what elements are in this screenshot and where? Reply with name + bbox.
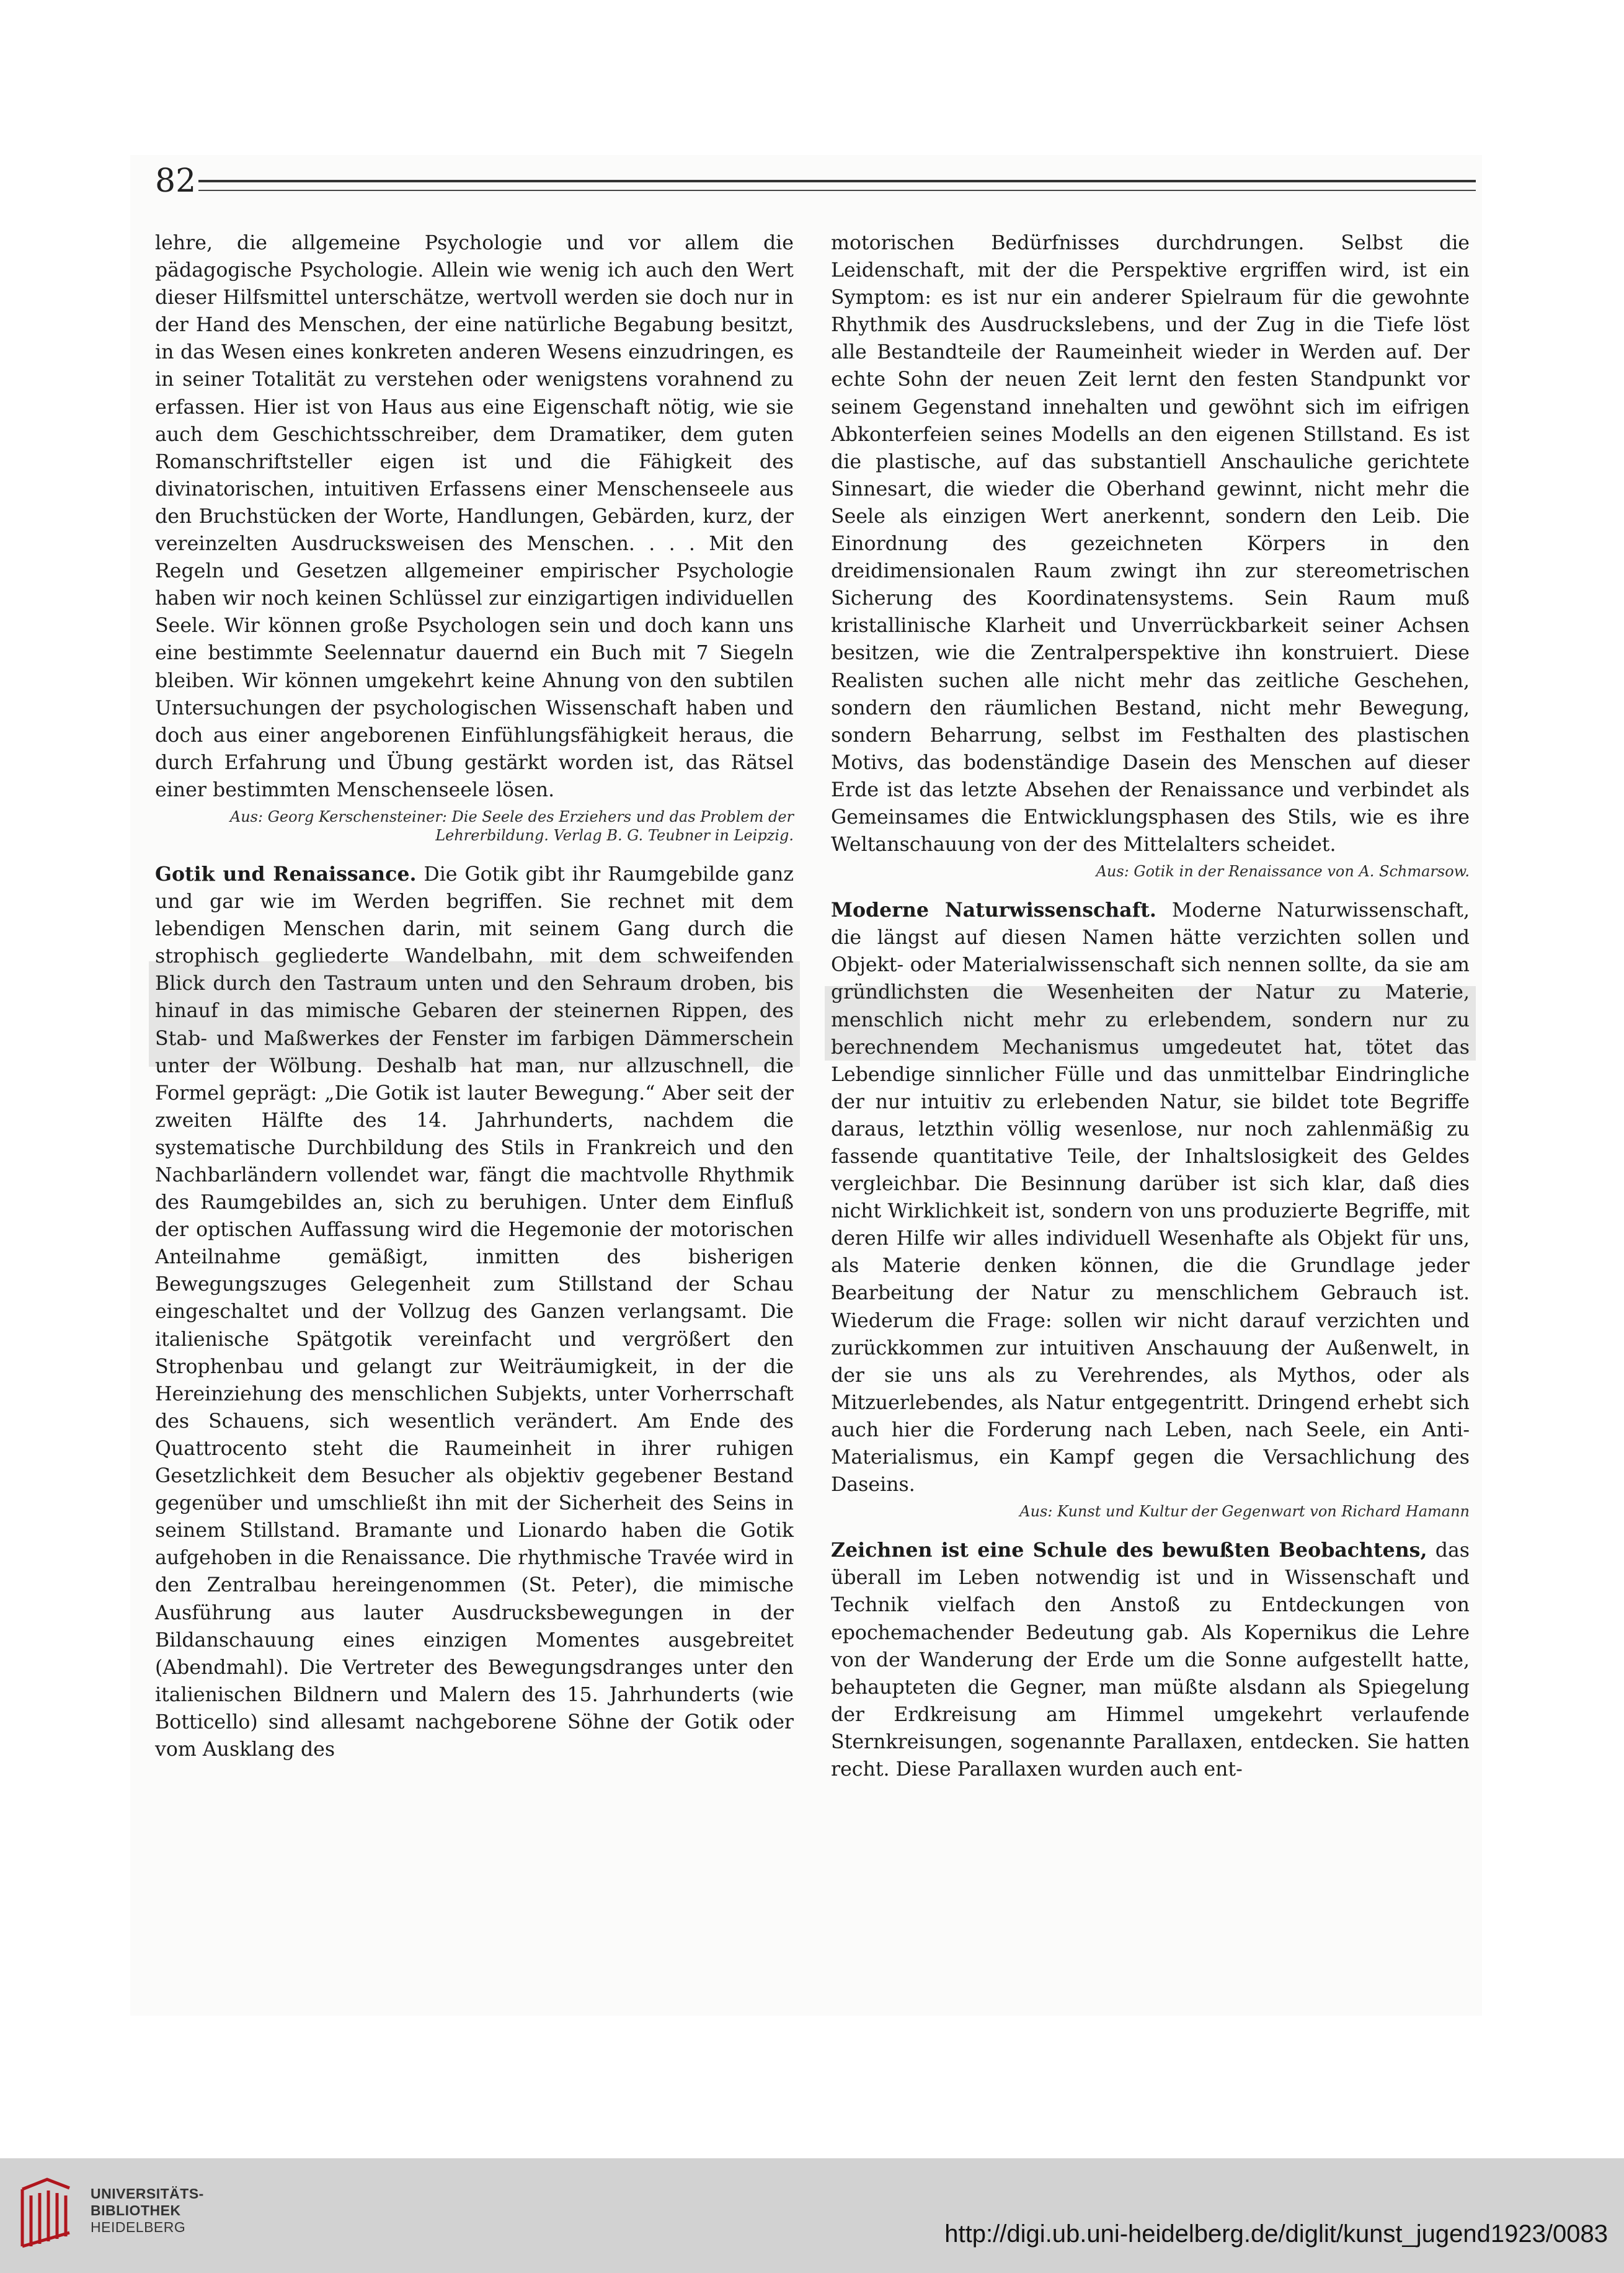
- gotik-heading: Gotik und Renaissance.: [155, 862, 417, 886]
- scanned-page: [130, 155, 1482, 2016]
- gotik-text: Die Gotik gibt ihr Raumgebilde ganz und gar wie im Werden begriffen. Sie rechnet mit dem lebendigen Menschen darin, mit seinem Gang durch die strophisch gegliederte Wandelbahn, mit dem schweifenden Blick durch den Tastraum unten und den Sehraum droben, bis hinauf in das mimische Gebaren der steinernen Rippen, des Stab- und Maßwerkes der Fenster im farbigen Dämmerschein unter der Wölbung. Deshalb hat man, nur allzuschnell, die Formel geprägt: „Die Gotik ist lauter Bewegung.“ Aber seit der zweiten Hälfte des 14. Jahrhunderts, nachdem die systematische Durchbildung des Stils in Frankreich und den Nachbarländern vollendet war, fängt die machtvolle Rhythmik des Raumgebildes an, sich zu beruhigen. Unter dem Einfluß der optischen Auffassung wird die Hegemonie der motorischen Anteilnahme gemäßigt, inmitten des bisherigen Bewegungszuges Gelegenheit zum Stillstand der Schau eingeschaltet und der Vollzug des Ganzen verlangsamt. Die italienische Spätgotik vereinfacht und vergrößert den Strophenbau und gelangt zur Weiträumigkeit, in der die Hereinziehung des menschlichen Subjekts, unter Vorherrschaft des Schauens, sich wesentlich verändert. Am Ende des Quattrocento steht die Raumeinheit in ihrer ruhigen Gesetzlichkeit dem Besucher als objektiv gegebener Bestand gegenüber und umschließt ihn mit der Sicherheit des Seins in seinem Stillstand. Bramante und Lionardo haben die Gotik aufgehoben in die Renaissance. Die rhythmische Travée wird in den Zentralbau hereingenommen (St. Peter), die mimische Ausführung aus lauter Ausdrucksbewegungen in der Bildanschauung eines einzigen Momentes ausgebreitet (Abendmahl). Die Vertreter des Bewegungsdranges unter den italienischen Bildnern und Malern des 15. Jahrhunderts (wie Botticello) sind allesamt nachgeborene Söhne der Gotik oder vom Ausklang des: [155, 863, 794, 1761]
- natur-heading: Moderne Naturwissenschaft.: [831, 899, 1156, 922]
- continuation-paragraph: motorischen Bedürfnisses durchdrungen. Selbst die Leidenschaft, mit der die Perspektive ergriffen wird, ist ein Symptom: es ist nur ein anderer Spielraum für die gewohnte Rhythmik des Ausdruckslebens, und der Zug in die Tiefe löst alle Bestandteile der Raumeinheit wieder in Werden auf. Der echte Sohn der neuen Zeit lernt den festen Standpunkt vor seinem Gegenstand innehalten und gewöhnt sich im eifrigen Abkonterfeien seines Modells an den eigenen Stillstand. Es ist die plastische, auf das substantiell Anschauliche gerichtete Sinnesart, die wieder die Oberhand gewinnt, nicht mehr die Seele als einzigen Wert anerkennt, sondern den Leib. Die Einordnung des gezeichneten Körpers in den dreidimensionalen Raum zwingt ihn zur stereometrischen Sicherung des Koordinatensystems. Sein Raum muß kristallinische Klarheit und Unverrückbarkeit seiner Achsen besitzen, wie die Zentralperspektive ihn konstruiert. Diese Realisten suchen alle nicht mehr das zeitliche Geschehen, sondern den räumlichen Bestand, nicht mehr Bewegung, sondern Beharrung, selbst im Festhalten des plastischen Motivs, das bodenständige Dasein des Menschen auf dieser Erde ist das letzte Absehen der Renaissance und verbindet als Gemeinsames die Entwicklungsphasen des Stils, wie es ihre Weltanschauung von der des Mittelalters scheidet.: [831, 232, 1470, 856]
- zeichnen-heading: Zeichnen ist eine Schule des bewußten Beobachtens,: [831, 1539, 1427, 1562]
- library-name-line2: BIBLIOTHEK: [91, 2202, 181, 2218]
- footer-bar: [0, 2158, 1624, 2273]
- library-name: [91, 2186, 204, 2236]
- right-column: [831, 229, 1470, 1783]
- zeichnen-text: das überall im Leben notwendig ist und in Wissenschaft und Technik vielfach den Anstoß zu Entdeckungen von epochemachender Bedeutung gab. Als Kopernikus die Lehre von der Wanderung der Erde um die Sonne aufgestellt hatte, behaupteten die Gegner, man müßte alsdann als Spiegelung der Erdkreisung am Himmel umgekehrt verlaufende Sternkreisungen, sogenannte Parallaxen, entdecken. Sie hatten recht. Diese Parallaxen wurden auch ent-: [831, 1539, 1470, 1781]
- gotik-paragraph: [155, 861, 794, 1763]
- library-name-line1: UNIVERSITÄTS-: [91, 2186, 204, 2202]
- header-rule: [198, 180, 1476, 191]
- zeichnen-paragraph: [831, 1537, 1470, 1783]
- natur-source: Aus: Kunst und Kultur der Gegenwart von Richard Hamann: [1019, 1503, 1470, 1521]
- page-number: 82: [155, 162, 197, 200]
- natur-paragraph: [831, 897, 1470, 1498]
- library-logo-icon[interactable]: [16, 2177, 73, 2251]
- natur-text: Moderne Naturwissenschaft, die längst auf diesen Namen hätte verzichten sollen und Objekt- oder Materialwissenschaft sich nennen sollte, da sie am gründlichsten die Wesenheiten der Natur zu Materie, menschlich nicht mehr zu erlebendem, sondern nur zu berechnendem Mechanismus umgedeutet hat, tötet das Lebendige sinnlicher Fülle und das unmittelbar Eindringliche der nur intuitiv zu erlebenden Natur, sie bildet tote Begriffe daraus, letzthin völlig wesenlose, nur noch zahlenmäßig zu fassende quantitative Teile, der Inhaltslosigkeit des Geldes vergleichbar. Die Besinnung darüber ist sich klar, daß dies nicht Wirklichkeit ist, sondern von uns produzierte Begriffe, mit deren Hilfe wir alles individuell Wesenhafte als Objekt für uns, als Materie denken können, die die Grundlage jeder Bearbeitung der Natur zu menschlichem Gebrauch ist. Wiederum die Frage: sollen wir nicht darauf verzichten und zurückkommen zur intuitiven Anschauung der Außenwelt, in der sie uns als zu Verehrendes, als Mythos, oder als Mitzuerlebendes, als Natur entgegentritt. Dringend erhebt sich auch hier die Forderung nach Leben, nach Seele, ein Anti-Materialismus, ein Kampf gegen die Versachlichung des Daseins.: [831, 899, 1470, 1497]
- library-name-line3: HEIDELBERG: [91, 2219, 186, 2235]
- intro-source: Aus: Georg Kerschensteiner: Die Seele des Erziehers und das Problem der Lehrerbildung. Verlag B. G. Teubner in Leipzig.: [229, 807, 794, 844]
- intro-paragraph: lehre, die allgemeine Psychologie und vor allem die pädagogische Psychologie. Allein wie wenig ich auch den Wert dieser Hilfsmittel unterschätze, wertvoll werden sie doch nur in der Hand des Menschen, der eine natürliche Begabung besitzt, in das Wesen eines konkreten anderen Wesens einzudringen, es in seiner Totalität zu verstehen oder wenigstens vorahnend zu erfassen. Hier ist von Haus aus eine Eigenschaft nötig, wie sie auch dem Geschichtsschreiber, dem Dramatiker, dem guten Romanschriftsteller eigen ist und die Fähigkeit des divinatorischen, intuitiven Erfassens einer Menschenseele aus den Bruchstücken der Worte, Handlungen, Gebärden, kurz, der vereinzelten Ausdrucksweisen des Menschen. . . . Mit den Regeln und Gesetzen allgemeiner empirischer Psychologie haben wir noch keinen Schlüssel zur einzigartigen individuellen Seele. Wir können große Psychologen sein und doch kann uns eine bestimmte Seelennatur dauernd ein Buch mit 7 Siegeln bleiben. Wir können umgekehrt keine Ahnung von den subtilen Untersuchungen der psychologischen Wissenschaft haben und doch aus einer angeborenen Einfühlungsfähigkeit heraus, die durch Erfahrung und Übung gestärkt worden ist, das Rätsel einer bestimmten Menschenseele lösen.: [155, 232, 794, 801]
- left-column: [155, 229, 794, 1763]
- continuation-source: Aus: Gotik in der Renaissance von A. Schmarsow.: [1096, 863, 1470, 881]
- document-url-link[interactable]: http://digi.ub.uni-heidelberg.de/diglit/kunst_jugend1923/0083: [944, 2220, 1608, 2248]
